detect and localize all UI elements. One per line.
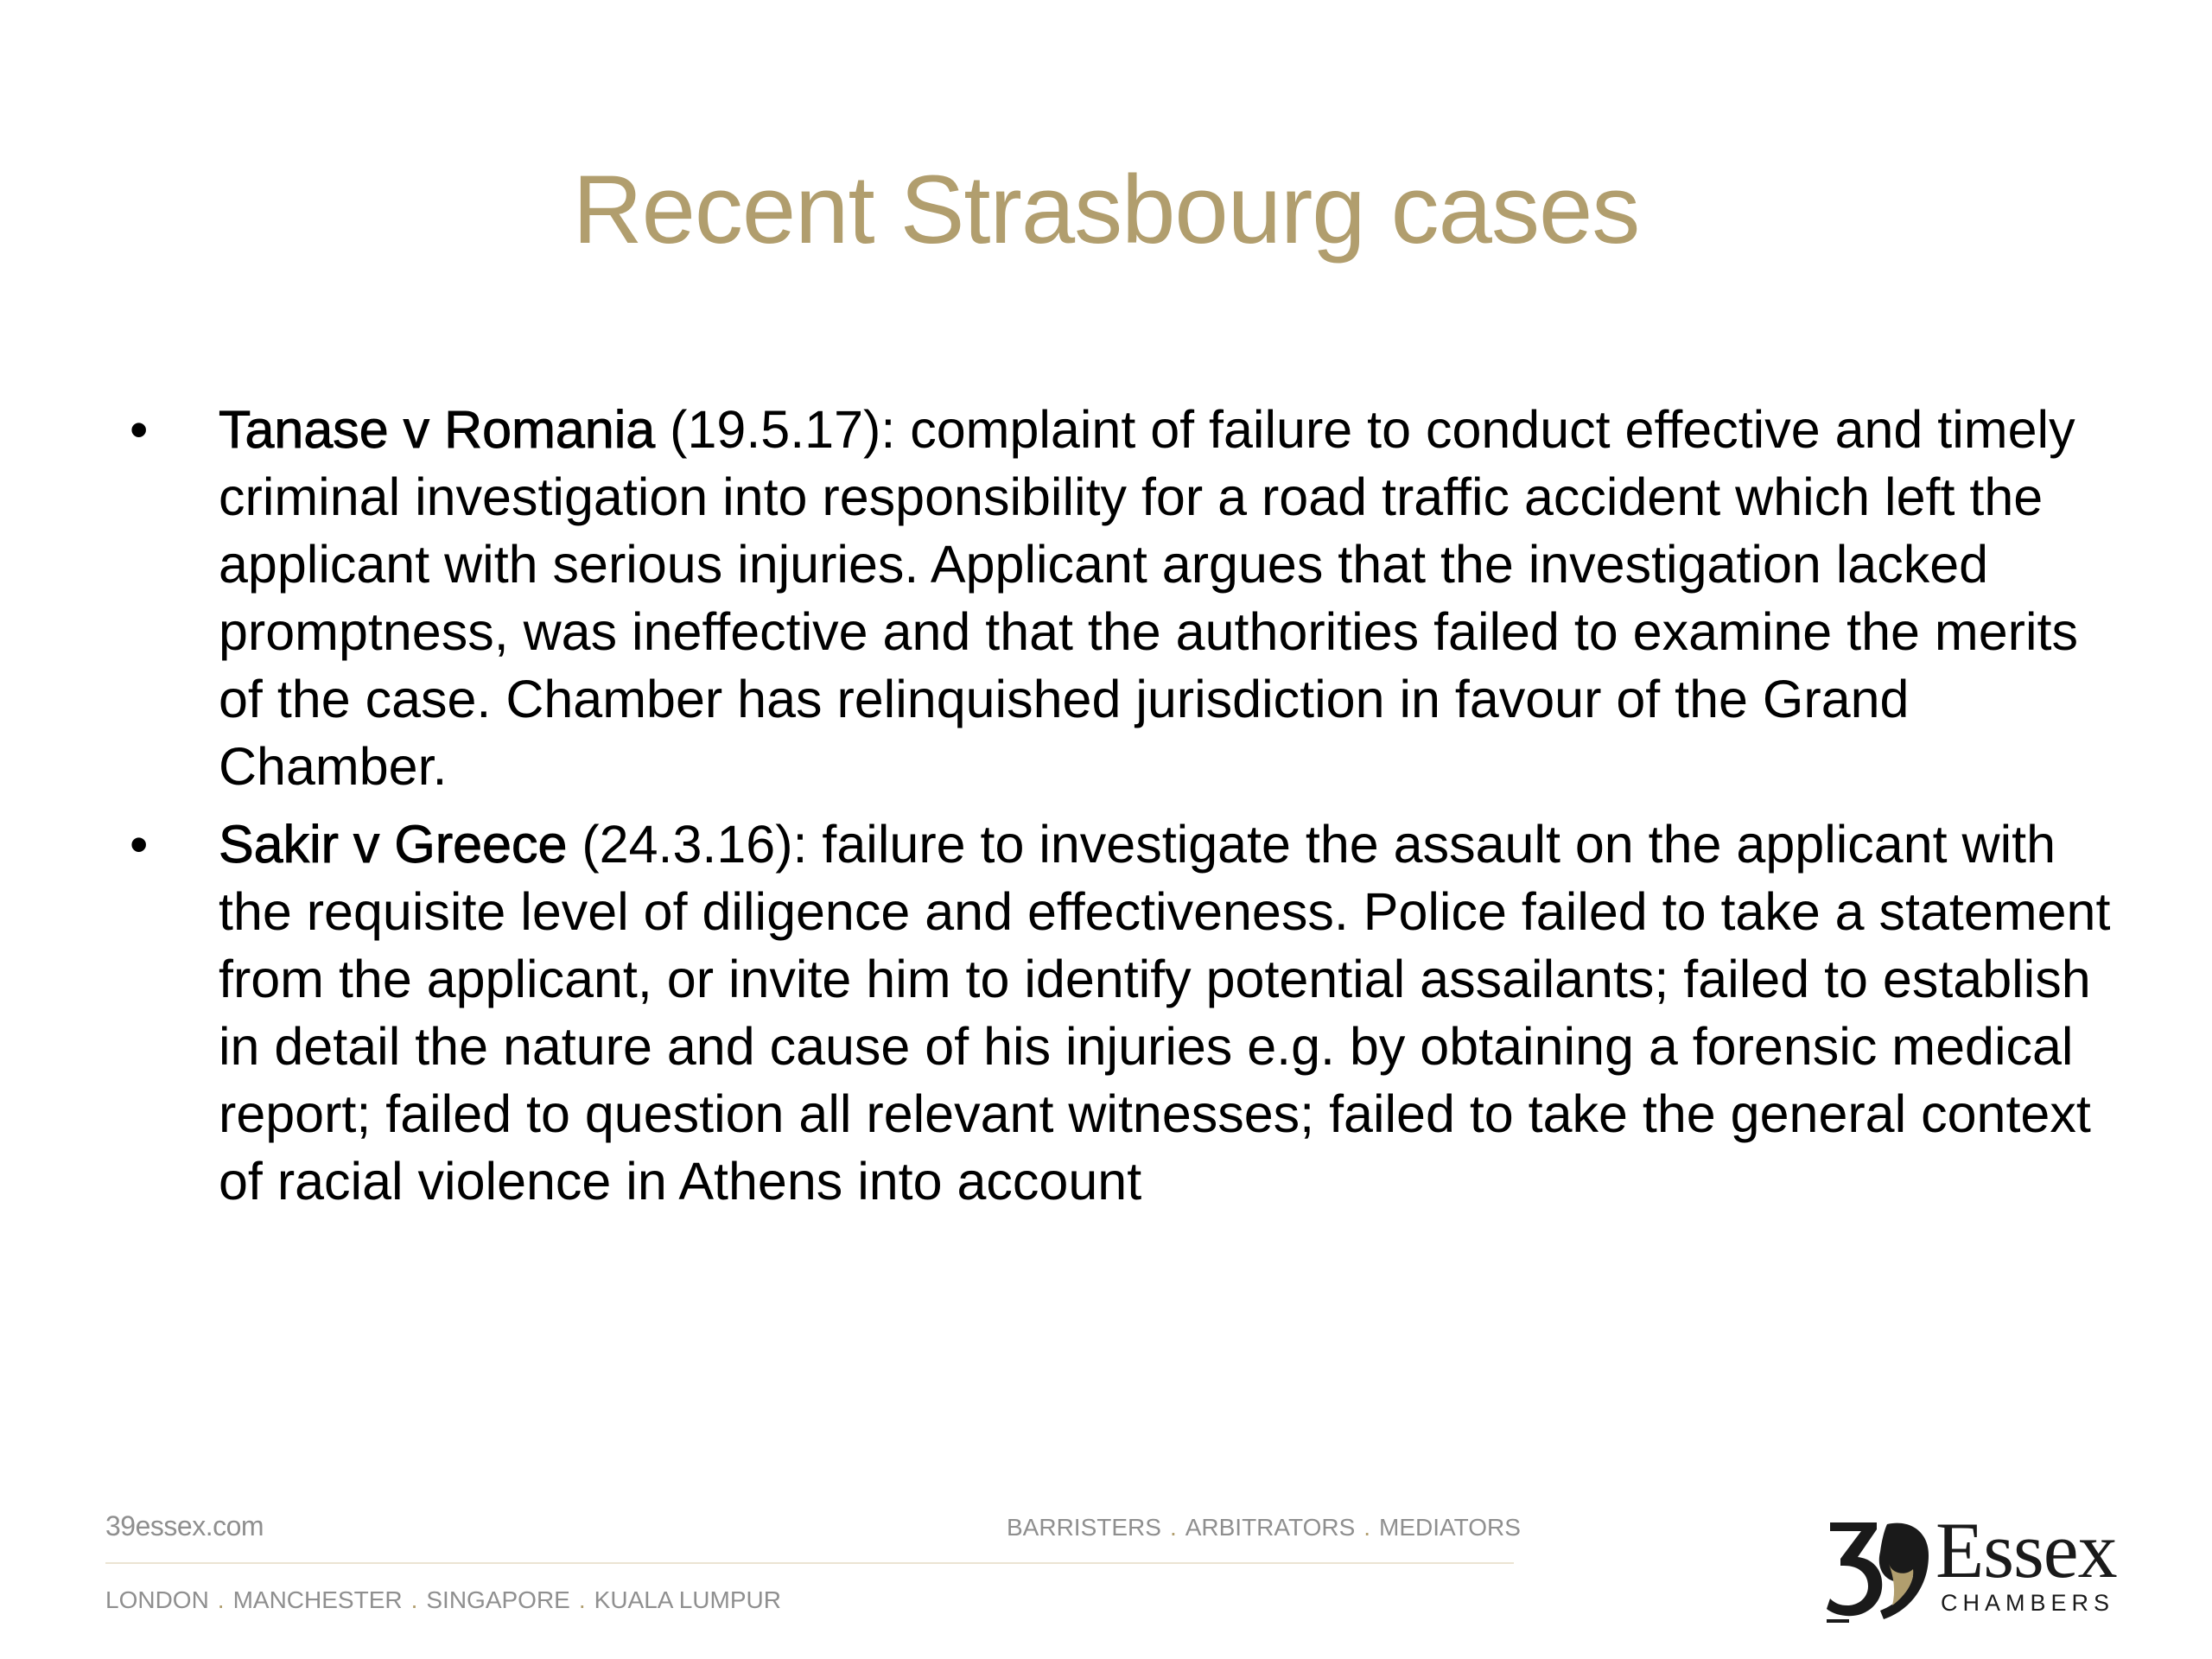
separator: . [1169,1514,1177,1541]
bullet-list [130,396,2117,1225]
case-description: (24.3.16): failure to investigate the assault on the applicant with the requisite level of diligence and effectiveness. Police failed to take a statement from the applicant, or invite him to identify potential assailants; failed to establish in detail the nature and cause of his injuries e.g. by obtaining a forensic medical report; failed to question all relevant witnesses; failed to take the general context of racial violence in Athens into account [219,815,2111,1211]
footer-cities [105,1586,781,1614]
bullet-marker: • [130,400,149,459]
separator: . [217,1586,225,1613]
tagline-item: ARBITRATORS [1185,1514,1356,1541]
footer-url: 39essex.com [105,1510,264,1541]
slide-title: Recent Strasbourg cases [572,156,1640,264]
footer-divider [105,1562,1514,1564]
tagline-item: MEDIATORS [1379,1514,1521,1541]
39-logo-icon [1823,1512,1936,1624]
city-item: LONDON [105,1586,209,1613]
bullet-item-sakir [130,810,2117,1215]
separator: . [1363,1514,1371,1541]
city-item: KUALA LUMPUR [594,1586,781,1613]
case-name: Sakir v Greece [219,815,568,874]
case-description: (19.5.17): complaint of failure to conduct effective and timely criminal investigation into responsibility for a road traffic accident which left the applicant with serious injuries. Applicant argues that the investigation lacked promptness, was ineffective and that the authorities failed to examine the merits of the case. Chamber has relinquished jurisdiction in favour of the Grand Chamber. [219,400,2078,796]
separator: . [410,1586,418,1613]
logo-subtitle: CHAMBERS [1941,1590,2115,1616]
tagline-item: BARRISTERS [1007,1514,1161,1541]
city-item: SINGAPORE [426,1586,570,1613]
separator: . [578,1586,586,1613]
essex-chambers-logo [1823,1506,2134,1624]
bullet-marker: • [130,815,149,874]
case-name: Tanase v Romania [219,400,656,459]
logo-wordmark: Essex [1936,1506,2117,1594]
footer-tagline [1007,1514,1521,1541]
city-item: MANCHESTER [232,1586,403,1613]
bullet-item-tanase [130,396,2117,800]
